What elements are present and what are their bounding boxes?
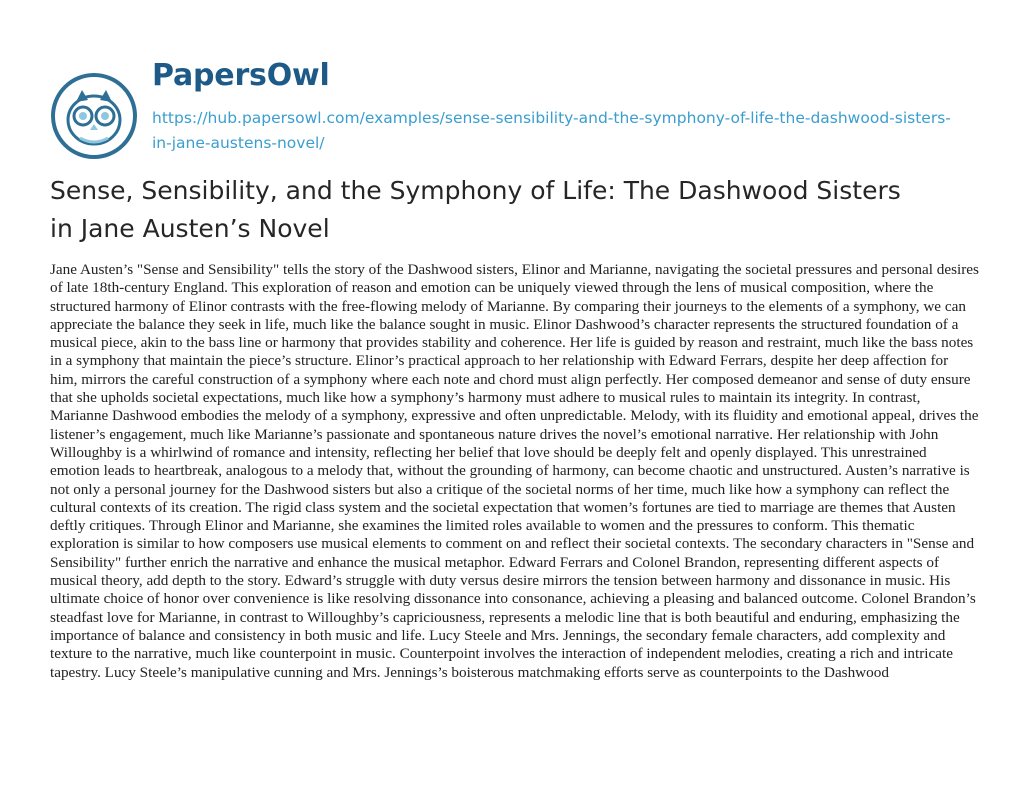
article-title: Sense, Sensibility, and the Symphony of Life: The Dashwood Sisters in Jane Austen’s Novel [50,176,901,243]
site-header [50,52,1000,162]
owl-logo-graphic [50,72,138,160]
brand-name[interactable]: PapersOwl [152,58,330,93]
source-url-link[interactable]: https://hub.papersowl.com/examples/sense-sensibility-and-the-symphony-of-life-the-dashwood-sisters-in-jane-austens-novel/ [152,109,951,152]
article-body: Jane Austen’s "Sense and Sensibility" tells the story of the Dashwood sisters, Elinor and Marianne, navigating the societal pressures and personal desires of late 18th-century England. This exploration of reason and emotion can be uniquely viewed through the lens of musical composition, where the structured harmony of Elinor contrasts with the free-flowing melody of Marianne. By comparing their journeys to the elements of a symphony, we can appreciate the balance they seek in life, much like the balance sought in music. Elinor Dashwood’s character represents the structured foundation of a musical piece, akin to the bass line or harmony that provides stability and coherence. Her life is guided by reason and restraint, much like the bass notes in a symphony that maintain the piece’s structure. Elinor’s practical approach to her relationship with Edward Ferrars, despite her deep affection for him, mirrors the careful construction of a symphony where each note and chord must align perfectly. Her composed demeanor and sense of duty ensure that she upholds societal expectations, much like how a symphony’s harmony must adhere to musical rules to maintain its integrity. In contrast, Marianne Dashwood embodies the melody of a symphony, expressive and often unpredictable. Melody, with its fluidity and emotional appeal, drives the listener’s engagement, much like Marianne’s passionate and spontaneous nature drives the novel’s emotional narrative. Her relationship with John Willoughby is a whirlwind of romance and intensity, reflecting her belief that love should be deeply felt and openly displayed. This unrestrained emotion leads to heartbreak, analogous to a melody that, without the grounding of harmony, can become chaotic and unstructured. Austen’s narrative is not only a personal journey for the Dashwood sisters but also a critique of the societal norms of her time, much like how a symphony can reflect the cultural contexts of its creation. The rigid class system and the societal expectation that women’s fortunes are tied to marriage are themes that Austen deftly critiques. Through Elinor and Marianne, she examines the limited roles available to women and the pressures to conform. This thematic exploration is similar to how composers use musical elements to comment on and reflect their societal contexts. The secondary characters in "Sense and Sensibility" further enrich the narrative and enhance the musical metaphor. Edward Ferrars and Colonel Brandon, representing different aspects of musical theory, add depth to the story. Edward’s struggle with duty versus desire mirrors the tension between harmony and dissonance in music. His ultimate choice of honor over convenience is like resolving dissonance into consonance, achieving a pleasing and balanced outcome. Colonel Brandon’s steadfast love for Marianne, in contrast to Willoughby’s capriciousness, represents a melodic line that is both beautiful and enduring, emphasizing the importance of balance and consistency in both music and life. Lucy Steele and Mrs. Jennings, the secondary female characters, add complexity and texture to the narrative, much like counterpoint in music. Counterpoint involves the interaction of independent melodies, creating a rich and intricate tapestry. Lucy Steele’s manipulative cunning and Mrs. Jennings’s boisterous matchmaking efforts serve as counterpoints to the Dashwood [50,261,979,681]
owl-icon [50,72,138,160]
